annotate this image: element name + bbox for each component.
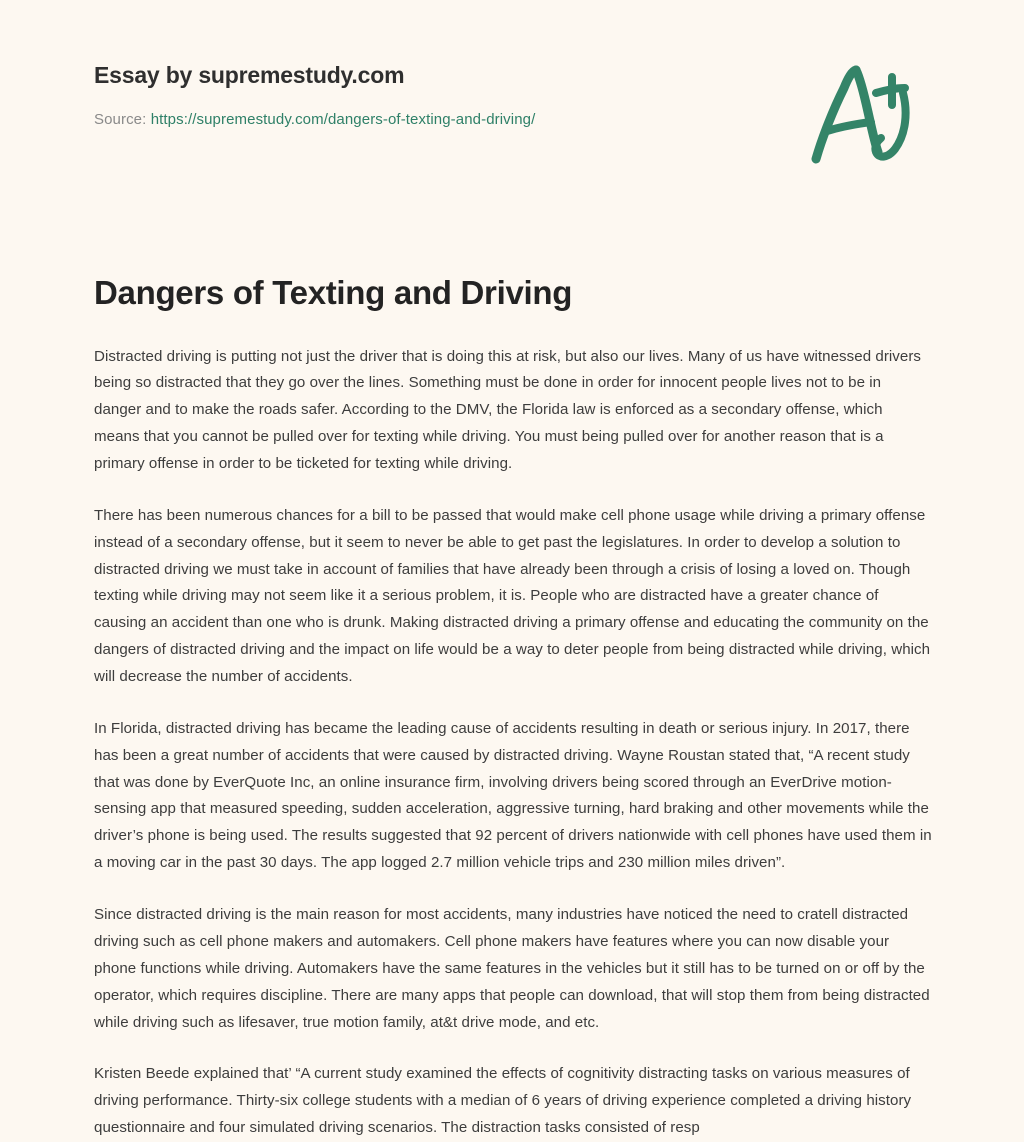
page-title: Dangers of Texting and Driving xyxy=(94,274,573,311)
article-paragraph: Distracted driving is putting not just the driver that is doing this at risk, but also our lives. Many of us have witnessed drivers being so distracted that they go over the lines. Something must be done in order for innocent people lives not to be in danger and to make the roads safer. According to the DMV, the Florida law is enforced as a secondary offense, which means that you cannot be pulled over for texting while driving. You must being pulled over for another reason that is a primary offense in order to be ticketed for texting while driving. xyxy=(94,347,922,473)
source-line xyxy=(94,111,535,128)
source-url-link[interactable]: https://supremestudy.com/dangers-of-texting-and-driving/ xyxy=(150,110,536,128)
article-paragraph: Since distracted driving is the main reason for most accidents, many industries have noticed the need to cratell distracted driving such as cell phone makers and automakers. Cell phone makers have features where you can now disable your phone functions while driving. Automakers have the same features in the vehicles but it still has to be turned on or off by the operator, which requires discipline. There are many apps that people can download, that will stop them from being distracted while driving such as lifesaver, true motion family, at&t drive mode, and etc. xyxy=(94,906,930,1031)
article-paragraph: There has been numerous chances for a bill to be passed that would make cell phone usage while driving a primary offense instead of a secondary offense, but it seem to never be able to get past the legislatures. In order to develop a solution to distracted driving we must take in account of families that have already been through a crisis of losing a loved on. Though texting while driving may not seem like it a serious problem, it is. People who are distracted have a greater chance of causing an accident than one who is drunk. Making distracted driving a primary offense and educating the community on the dangers of distracted driving and the impact on life would be a way to deter people from being distracted while driving, which will decrease the number of accidents. xyxy=(94,506,931,686)
article-body xyxy=(94,344,932,1142)
page-header xyxy=(94,0,930,168)
article-paragraph: In Florida, distracted driving has became the leading cause of accidents resulting in death or serious injury. In 2017, there has been a great number of accidents that were caused by distracted driving. Wayne Roustan stated that, “A recent study that was done by EverQuote Inc, an online insurance firm, involving drivers being scored through an EverDrive motion-sensing app that measured speeding, sudden acceleration, aggressive turning, hard braking and other movements while the driver’s phone is being used. The results suggested that 92 percent of drivers nationwide with cell phones have used them in a moving car in the past 30 days. The app logged 2.7 million vehicle trips and 230 million miles driven”. xyxy=(94,719,932,872)
article-paragraph: Kristen Beede explained that’ “A current study examined the effects of cognitivity distracting tasks on various measures of driving performance. Thirty-six college students with a median of 6 years of driving experience completed a driving history questionnaire and four simulated driving scenarios. The distraction tasks consisted of resp xyxy=(94,1065,912,1137)
source-label: Source: xyxy=(94,110,147,128)
essay-byline: Essay by supremestudy.com xyxy=(94,62,405,88)
header-text-block xyxy=(94,62,535,128)
a-plus-logo-icon xyxy=(800,58,920,168)
